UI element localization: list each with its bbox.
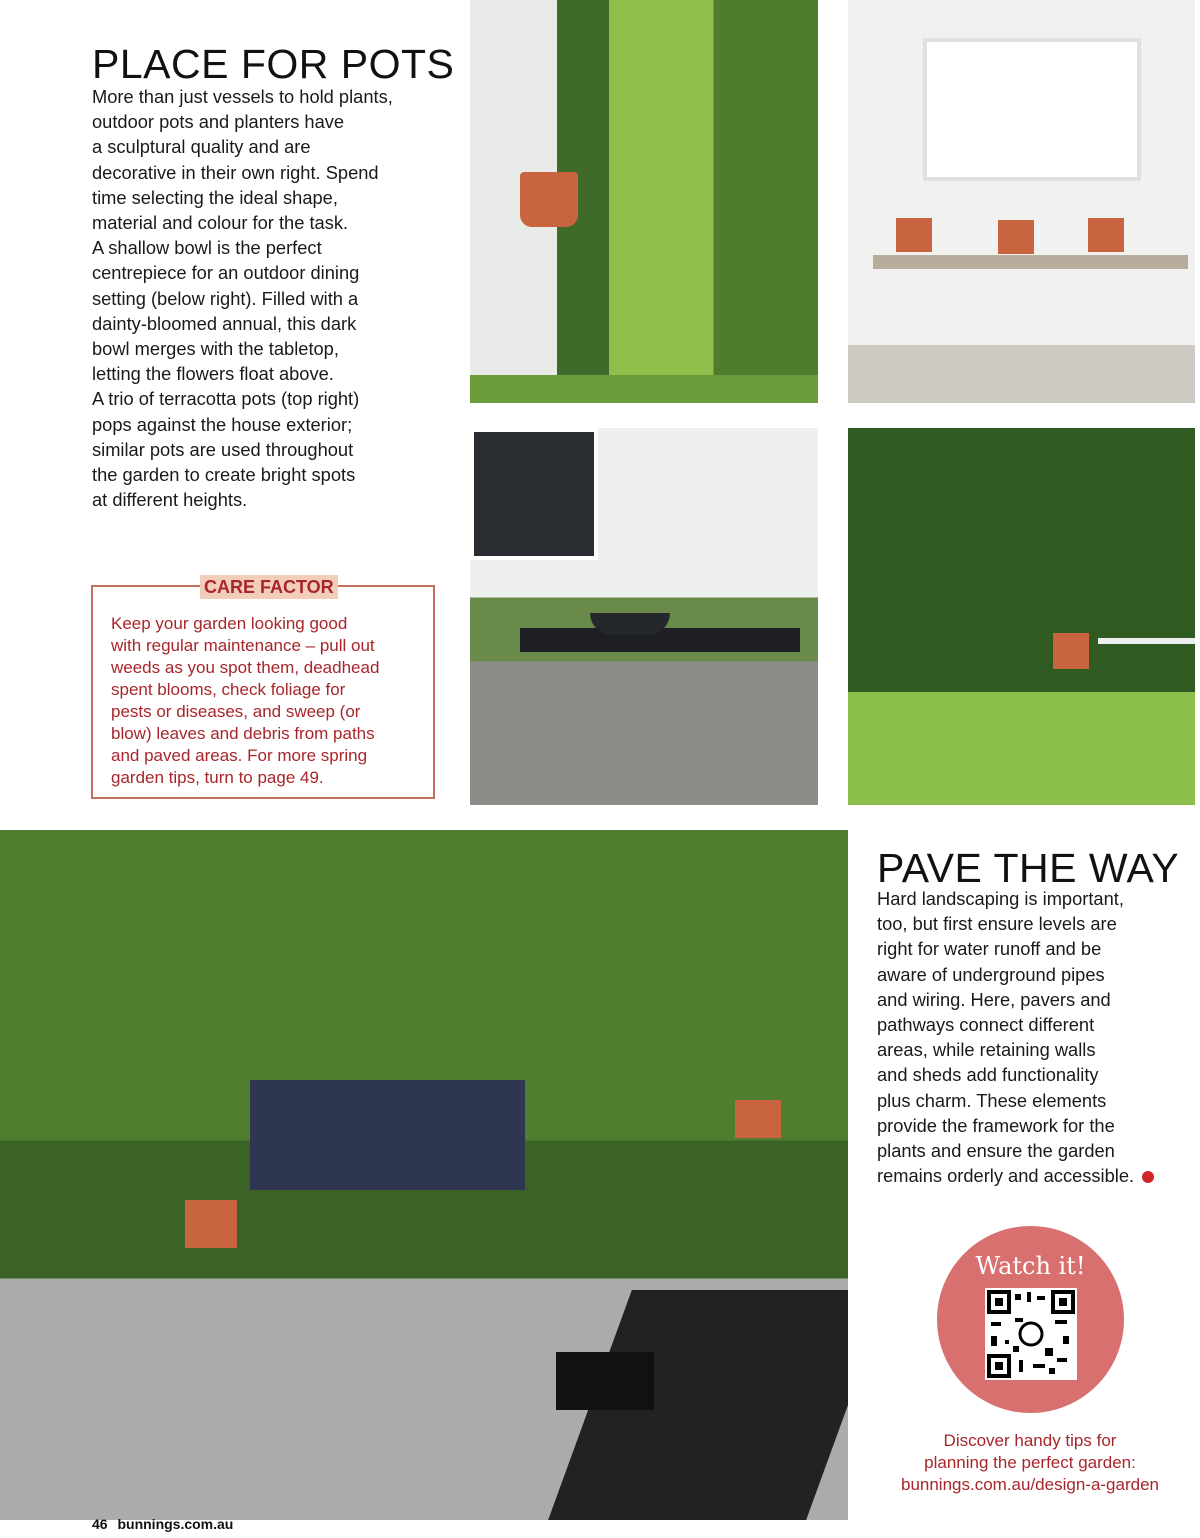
watch-it-promo [860, 1430, 1200, 1496]
lawn [470, 375, 818, 403]
body-line: pathways connect different [877, 1014, 1095, 1036]
photo-paved-garden [0, 830, 848, 1520]
qr-code-icon [985, 1288, 1077, 1380]
body-line: plus charm. These elements [877, 1089, 1107, 1111]
watch-it-title: Watch it! [975, 1252, 1086, 1280]
body-line-last [877, 1163, 1154, 1188]
care-line: spent blooms, check foliage for [111, 680, 346, 699]
body-line: dainty-bloomed annual, this dark [92, 312, 357, 334]
photo-terracotta-trio [848, 0, 1195, 403]
page-number: 46 [92, 1516, 108, 1532]
watch-it-badge [937, 1226, 1124, 1413]
shed [250, 1080, 525, 1190]
body-line: plants and ensure the garden [877, 1140, 1115, 1162]
care-line: and paved areas. For more spring [111, 746, 368, 765]
body-line: pops against the house exterior; [92, 413, 353, 435]
body-line: aware of underground pipes [877, 963, 1105, 985]
terracotta-pot [520, 172, 578, 227]
terracotta-pot [185, 1200, 237, 1248]
promo-line: Discover handy tips for [943, 1431, 1117, 1450]
body-line: A trio of terracotta pots (top right) [92, 388, 360, 410]
body-line: at different heights. [92, 489, 248, 511]
care-line: weeds as you spot them, deadhead [111, 658, 380, 677]
body-line: a sculptural quality and are [92, 136, 311, 158]
wooden-table [873, 255, 1188, 269]
window [923, 38, 1141, 181]
care-line: Keep your garden looking good [111, 614, 348, 633]
care-line: blow) leaves and debris from paths [111, 724, 375, 743]
body-line: remains orderly and accessible. [877, 1165, 1135, 1187]
body-line: provide the framework for the [877, 1114, 1115, 1136]
care-line: pests or diseases, and sweep (or [111, 702, 361, 721]
body-line: A shallow bowl is the perfect [92, 237, 322, 259]
paving [848, 345, 1195, 403]
qr-code[interactable] [985, 1288, 1077, 1380]
body-line: and sheds add functionality [877, 1064, 1099, 1086]
body-line: the garden to create bright spots [92, 464, 356, 486]
terracotta-pot [1053, 633, 1089, 669]
body-line: More than just vessels to hold plants, [92, 86, 393, 107]
dark-bowl [590, 613, 670, 635]
heading-place-for-pots: PLACE FOR POTS [92, 41, 455, 87]
promo-line: planning the perfect garden: [924, 1453, 1136, 1472]
body-line: areas, while retaining walls [877, 1039, 1096, 1061]
body-line: decorative in their own right. Spend [92, 161, 379, 183]
body-line: too, but first ensure levels are [877, 913, 1117, 935]
body-line: right for water runoff and be [877, 938, 1102, 960]
body-line: and wiring. Here, pavers and [877, 988, 1111, 1010]
place-for-pots-body [92, 84, 393, 512]
promo-link[interactable]: bunnings.com.au/design-a-garden [900, 1475, 1159, 1494]
body-line: centrepiece for an outdoor dining [92, 262, 360, 284]
body-line: outdoor pots and planters have [92, 111, 345, 133]
terracotta-pot [735, 1100, 781, 1138]
doormat [556, 1352, 654, 1410]
window [470, 428, 598, 560]
bench [1098, 638, 1195, 694]
terracotta-pot [896, 218, 932, 252]
body-line: material and colour for the task. [92, 212, 349, 234]
photo-pot-on-stand [470, 0, 818, 403]
terracotta-pot [998, 220, 1034, 254]
photo-garden-seating [848, 428, 1195, 805]
body-line: bowl merges with the tabletop, [92, 338, 339, 360]
care-line: garden tips, turn to page 49. [111, 768, 324, 787]
end-dot-icon [1142, 1171, 1154, 1183]
terracotta-pot [1088, 218, 1124, 252]
body-line: similar pots are used throughout [92, 438, 354, 460]
care-line: with regular maintenance – pull out [111, 636, 375, 655]
care-factor-label: CARE FACTOR [200, 575, 338, 599]
body-line: letting the flowers float above. [92, 363, 334, 385]
photo-dining-setting [470, 428, 818, 805]
heading-pave-the-way: PAVE THE WAY [877, 845, 1180, 891]
footer-site: bunnings.com.au [117, 1516, 234, 1532]
body-line: setting (below right). Filled with a [92, 287, 359, 309]
pave-the-way-body [877, 886, 1154, 1188]
table [520, 628, 800, 652]
body-line: time selecting the ideal shape, [92, 186, 338, 208]
page-footer [92, 1516, 233, 1532]
body-line: Hard landscaping is important, [877, 888, 1124, 909]
care-factor-box [91, 577, 435, 799]
